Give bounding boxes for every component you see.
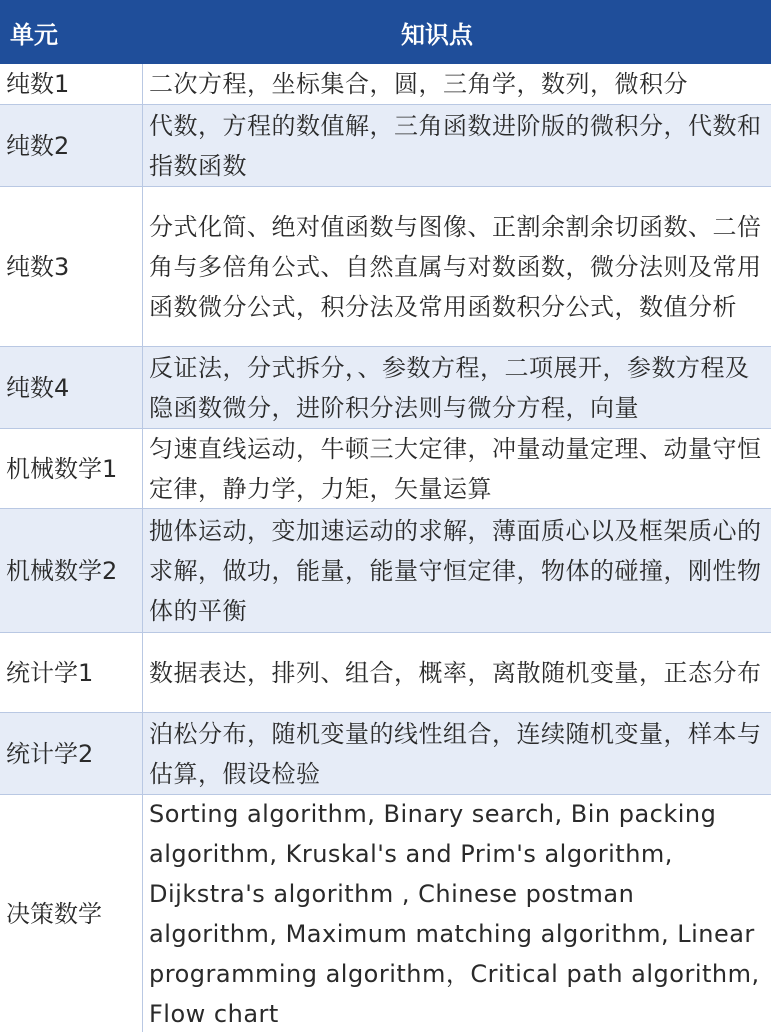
knowledge-cell	[143, 429, 771, 508]
unit-cell: 统计学1	[0, 633, 143, 712]
unit-cell: 纯数2	[0, 105, 143, 186]
knowledge-text: 反证法，分式拆分，、参数方程，二项展开，参数方程及隐函数微分，进阶积分法则与微分方程，向量	[149, 353, 750, 422]
table-row	[0, 633, 771, 713]
knowledge-text: 代数，方程的数值解，三角函数进阶版的微积分，代数和指数函数	[149, 111, 762, 180]
table-row	[0, 64, 771, 105]
knowledge-cell	[143, 713, 771, 794]
knowledge-cell	[143, 795, 771, 1032]
table-row	[0, 347, 771, 429]
knowledge-text: 抛体运动，变加速运动的求解，薄面质心以及框架质心的求解，做功，能量，能量守恒定律，物体的碰撞，刚性物体的平衡	[149, 516, 762, 625]
knowledge-cell	[143, 347, 771, 428]
table-row	[0, 713, 771, 795]
unit-cell: 统计学2	[0, 713, 143, 794]
unit-cell: 纯数4	[0, 347, 143, 428]
knowledge-text: Sorting algorithm, Binary search, Bin packing algorithm, Kruskal's and Prim's algorithm, Dijkstra's algorithm , Chinese postman algorithm, Maximum matching algorithm, Linear programming algorithm，Critical path algorithm, Flow chart	[149, 799, 760, 1028]
knowledge-text: 数据表达，排列、组合，概率，离散随机变量，正态分布	[149, 658, 762, 687]
header-knowledge: 知识点	[401, 20, 473, 49]
unit-cell: 纯数1	[0, 64, 143, 104]
table-header	[0, 0, 771, 64]
knowledge-text: 二次方程，坐标集合，圆，三角学，数列，微积分	[149, 70, 688, 98]
knowledge-cell	[143, 633, 771, 712]
table-row	[0, 187, 771, 347]
header-unit: 单元	[10, 20, 58, 49]
knowledge-text: 泊松分布，随机变量的线性组合，连续随机变量，样本与估算，假设检验	[149, 719, 762, 788]
knowledge-text: 匀速直线运动，牛顿三大定律，冲量动量定理、动量守恒定律，静力学，力矩，矢量运算	[149, 434, 762, 503]
knowledge-cell	[143, 105, 771, 186]
table-row	[0, 429, 771, 509]
unit-cell: 决策数学	[0, 795, 143, 1032]
unit-cell: 纯数3	[0, 187, 143, 346]
table-row	[0, 105, 771, 187]
knowledge-cell	[143, 509, 771, 632]
knowledge-cell	[143, 187, 771, 346]
unit-cell: 机械数学1	[0, 429, 143, 508]
knowledge-text: 分式化简、绝对值函数与图像、正割余割余切函数、二倍角与多倍角公式、自然直属与对数函数，微分法则及常用函数微分公式，积分法及常用函数积分公式，数值分析	[149, 212, 762, 321]
unit-cell: 机械数学2	[0, 509, 143, 632]
table-row	[0, 509, 771, 633]
table-row	[0, 795, 771, 1032]
knowledge-cell	[143, 64, 771, 104]
